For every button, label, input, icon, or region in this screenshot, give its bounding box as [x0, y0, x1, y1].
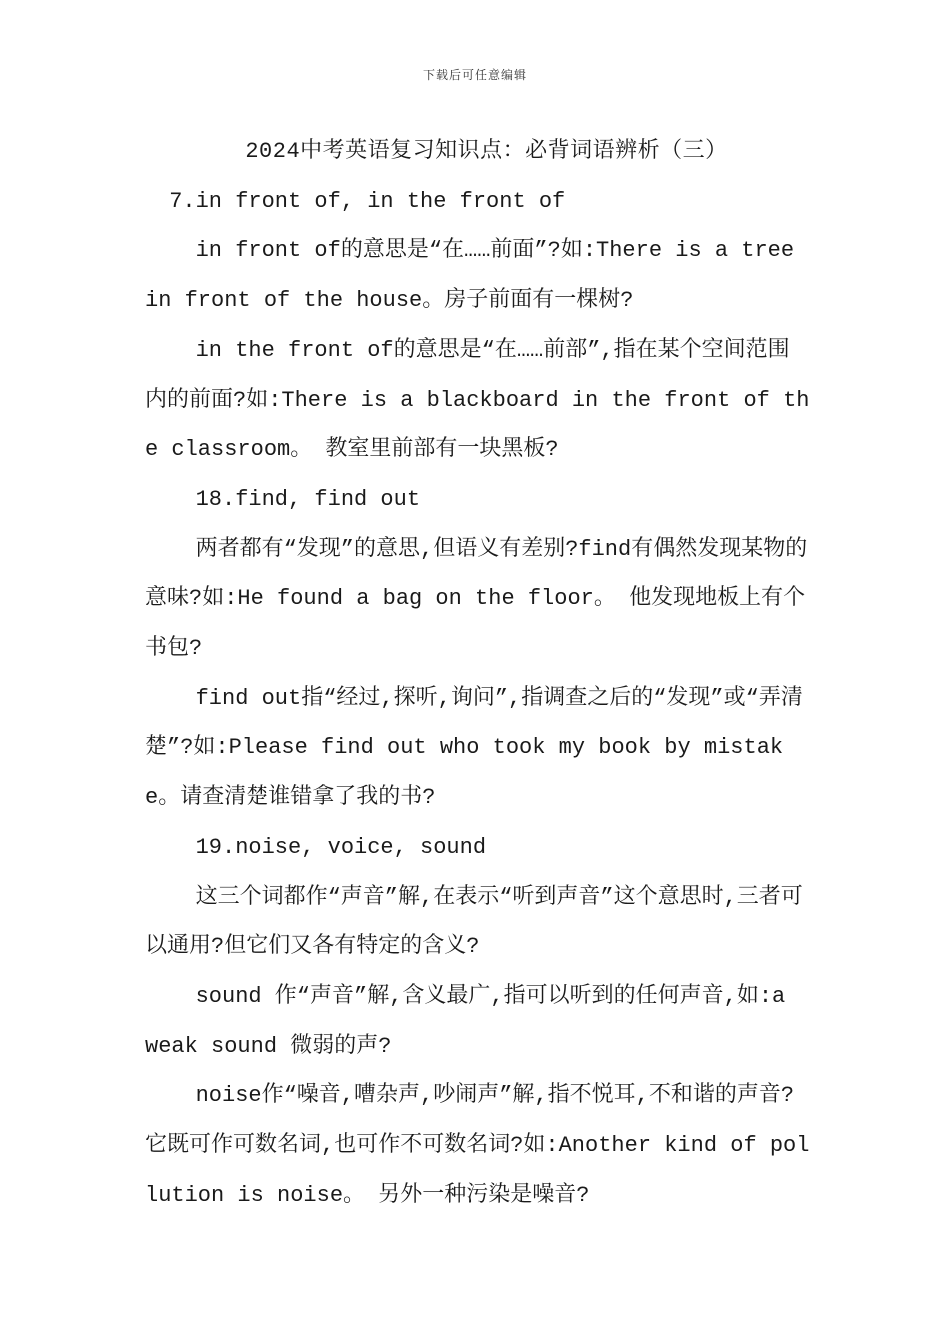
document-title: 2024中考英语复习知识点：必背词语辨析（三）	[245, 139, 728, 164]
section-heading-19: 19.noise, voice, sound	[195, 834, 487, 860]
paragraph-find-out: find out指“经过,探听,询问”,指调查之后的“发现”或“弄清楚”?如:Please find out who took my book by mistake。请查清楚谁错拿了我的书?	[145, 685, 803, 811]
paragraph-sound-words-intro: 这三个词都作“声音”解,在表示“听到声音”这个意思时,三者可以通用?但它们又各有特定的含义?	[145, 884, 803, 960]
document-body	[145, 127, 810, 1220]
paragraph-in-front-of: in front of的意思是“在……前面”?如:There is a tree in front of the house。房子前面有一棵树?	[145, 238, 795, 314]
section-heading-18: 18.find, find out	[195, 486, 421, 512]
paragraph-find-comparison: 两者都有“发现”的意思,但语义有差别?find有偶然发现某物的意味?如:He found a bag on the floor。 他发现地板上有个书包?	[145, 536, 808, 662]
page-header: 下载后可任意编辑	[422, 68, 527, 82]
paragraph-in-the-front-of: in the front of的意思是“在……前部”,指在某个空间范围内的前面?如:There is a blackboard in the front of the classroom。 教室里前部有一块黑板?	[145, 337, 810, 463]
paragraph-sound: sound 作“声音”解,含义最广,指可以听到的任何声音,如:a weak sound 微弱的声?	[145, 983, 786, 1059]
paragraph-noise: noise作“噪音,嘈杂声,吵闹声”解,指不悦耳,不和谐的声音?它既可作可数名词,也可作不可数名词?如:Another kind of pollution is noise。 另外一种污染是噪音?	[145, 1083, 810, 1208]
section-heading-7: 7.in front of, in the front of	[169, 188, 566, 214]
